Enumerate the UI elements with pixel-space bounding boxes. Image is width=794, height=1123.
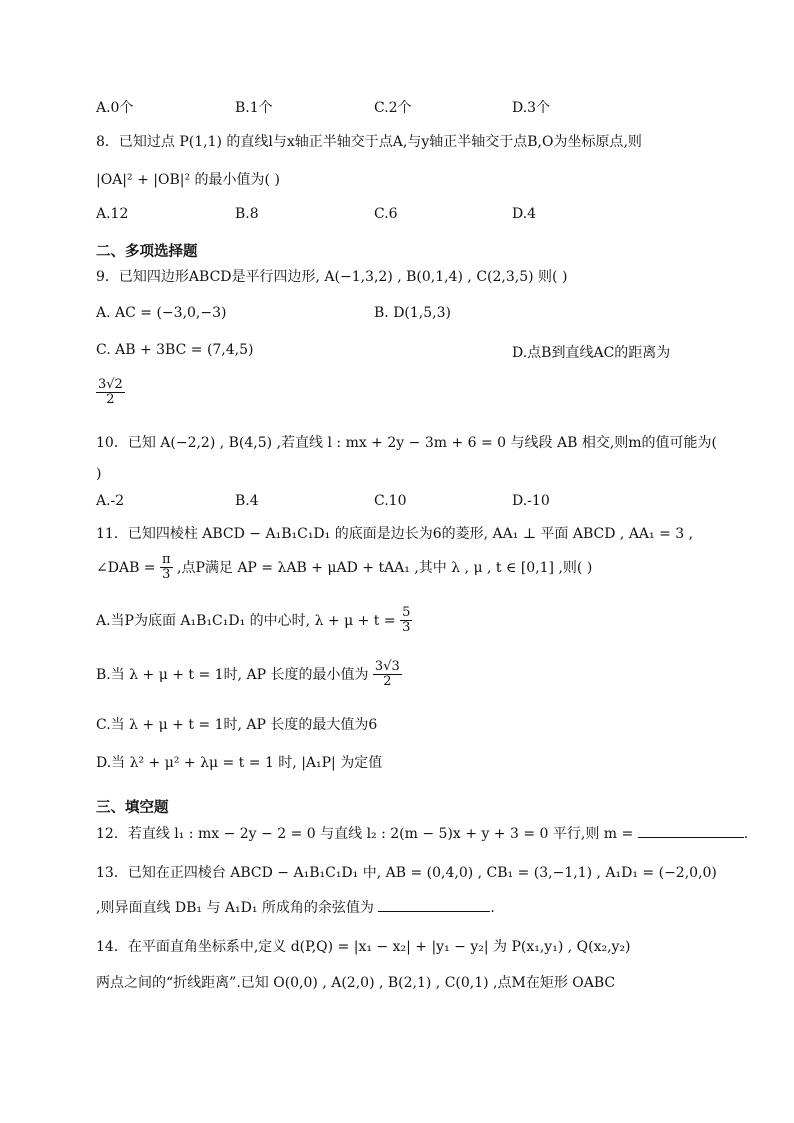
q8-option-a: A.12 bbox=[96, 206, 129, 222]
q11-option-a bbox=[96, 606, 412, 636]
fraction-numerator: 3√3 bbox=[374, 659, 400, 674]
q11-stem-line1: 11．已知四棱柱 ABCD − A₁B₁C₁D₁ 的底面是边长为6的菱形, AA₁ ⊥ 平面 ABCD , AA₁ = 3 , bbox=[96, 526, 694, 542]
q8-option-d: D.4 bbox=[512, 206, 537, 222]
q13-stem-line2 bbox=[96, 897, 495, 917]
q14-stem-line1: 14．在平面直角坐标系中,定义 d(P,Q) = |x₁ − x₂| + |y₁ − y₂| 为 P(x₁,y₁) , Q(x₂,y₂) bbox=[96, 939, 631, 955]
q10-option-a: A.-2 bbox=[96, 493, 125, 509]
q14-stem-line2: 两点之间的“折线距离”.已知 O(0,0) , A(2,0) , B(2,1) , C(0,1) ,点M在矩形 OABC bbox=[96, 975, 616, 991]
fraction-numerator: π bbox=[162, 552, 171, 567]
angle-expression: ∠DAB = bbox=[96, 559, 156, 576]
q9-option-b: B. D(1,5,3) bbox=[374, 305, 451, 321]
q12-period: . bbox=[743, 826, 749, 842]
q9-stem: 9．已知四边形ABCD是平行四边形, A(−1,3,2) , B(0,1,4) , C(2,3,5) 则( ) bbox=[96, 269, 568, 285]
q9-option-c: C. AB + 3BC = (7,4,5) bbox=[96, 342, 254, 358]
q7-option-a: A.0个 bbox=[96, 100, 134, 116]
q8-stem-line1: 8．已知过点 P(1,1) 的直线l与x轴正半轴交于点A,与y轴正半轴交于点B,O为坐标原点,则 bbox=[96, 134, 642, 150]
q9-option-d: D.点B到直线AC的距离为 bbox=[512, 345, 671, 361]
q13-stem-line1: 13．已知在正四棱台 ABCD − A₁B₁C₁D₁ 中, AB = (0,4,0) , CB₁ = (3,−1,1) , A₁D₁ = (−2,0,0) bbox=[96, 865, 717, 881]
q9-option-d-value bbox=[96, 378, 125, 408]
answer-blank[interactable] bbox=[638, 823, 744, 838]
fraction-numerator: 5 bbox=[402, 605, 411, 620]
fraction-denominator: 3 bbox=[402, 620, 411, 636]
q10-stem-line2: ) bbox=[96, 466, 102, 482]
fraction-denominator: 3 bbox=[162, 567, 171, 583]
section-heading-fill-in: 三、填空题 bbox=[96, 800, 169, 816]
q7-option-c: C.2个 bbox=[374, 100, 412, 116]
q7-option-d: D.3个 bbox=[512, 100, 551, 116]
q13-period: . bbox=[490, 900, 495, 916]
fraction bbox=[400, 606, 412, 636]
q10-stem-line1: 10．已知 A(−2,2) , B(4,5) ,若直线 l : mx + 2y − 3m + 6 = 0 与线段 AB 相交,则m的值可能为( bbox=[96, 435, 718, 451]
q8-option-c: C.6 bbox=[374, 206, 398, 222]
q7-option-b: B.1个 bbox=[235, 100, 273, 116]
fraction bbox=[160, 553, 173, 583]
q11-option-b-text: B.当 λ + μ + t = 1时, AP 长度的最小值为 bbox=[96, 666, 369, 683]
answer-blank[interactable] bbox=[378, 897, 490, 912]
q12-text: 12．若直线 l₁ : mx − 2y − 2 = 0 与直线 l₂ : 2(m − 5)x + y + 3 = 0 平行,则 m = bbox=[96, 826, 634, 842]
q10-option-d: D.-10 bbox=[512, 493, 550, 509]
fraction-denominator: 2 bbox=[106, 392, 115, 408]
q11-option-a-text: A.当P为底面 A₁B₁C₁D₁ 的中心时, λ + μ + t = bbox=[96, 612, 396, 629]
q11-option-d: D.当 λ² + μ² + λμ = t = 1 时, |A₁P| 为定值 bbox=[96, 755, 383, 771]
fraction-numerator: 3√2 bbox=[98, 377, 123, 392]
q8-stem-line2: |OA|² + |OB|² 的最小值为( ) bbox=[96, 172, 280, 188]
q11-option-c: C.当 λ + μ + t = 1时, AP 长度的最大值为6 bbox=[96, 717, 378, 733]
fraction bbox=[96, 378, 125, 408]
q11-condition: ,点P满足 AP = λAB + μAD + tAA₁ ,其中 λ , μ , t ∈ [0,1] ,则( ) bbox=[177, 559, 593, 576]
q11-stem-line2 bbox=[96, 553, 592, 583]
fraction bbox=[373, 660, 402, 690]
fraction-denominator: 2 bbox=[383, 674, 392, 690]
section-heading-multiple-choice: 二、多项选择题 bbox=[96, 244, 198, 260]
q10-option-c: C.10 bbox=[374, 493, 407, 509]
q13-text: ,则异面直线 DB₁ 与 A₁D₁ 所成角的余弦值为 bbox=[96, 900, 374, 916]
q8-option-b: B.8 bbox=[235, 206, 259, 222]
q10-option-b: B.4 bbox=[235, 493, 259, 509]
q9-option-a: A. AC = (−3,0,−3) bbox=[96, 305, 227, 321]
q12-stem bbox=[96, 823, 748, 843]
q11-option-b bbox=[96, 660, 402, 690]
